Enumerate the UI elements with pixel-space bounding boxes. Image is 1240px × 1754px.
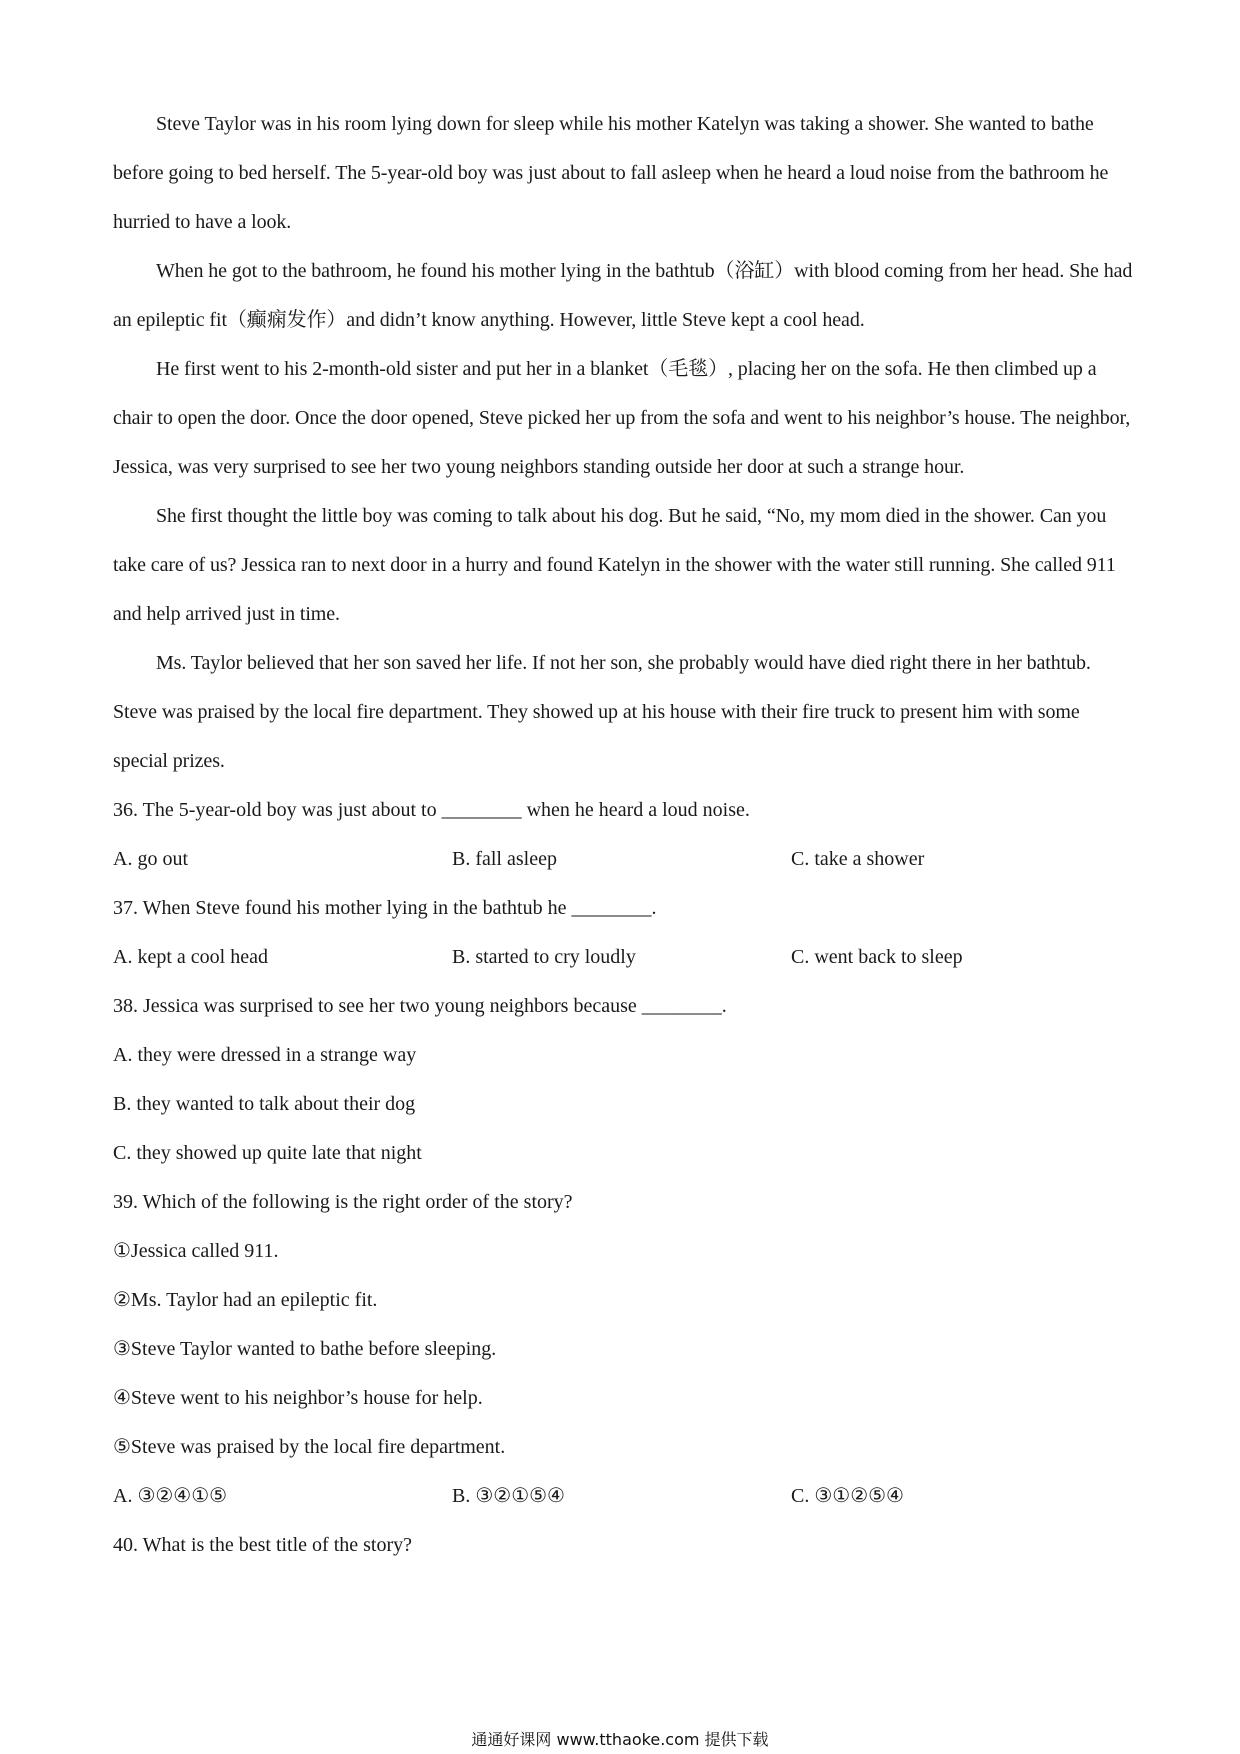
question-stem: 40. What is the best title of the story? [113,1534,413,1556]
question-39 [113,1178,1138,1521]
answer-options [113,933,1138,982]
document-page [113,100,1138,1570]
passage-paragraph-4: She first thought the little boy was coming to talk about his dog. But he said, “No, my mom died in the shower. Can you take care of us? Jessica ran to next door in a hurry and found Katelyn in the shower with the water still running. She called 911 and help arrived just in time. [113,505,1116,625]
option-b: B. fall asleep [452,848,557,870]
option-a: A. go out [113,848,188,870]
passage-paragraph-2: When he got to the bathroom, he found his mother lying in the bathtub（浴缸）with blood coming from her head. She had an epileptic fit（癫痫发作）and didn’t know anything. However, little Steve kept a cool head. [113,260,1133,331]
option-c: C. they showed up quite late that night [113,1142,422,1164]
question-38 [113,982,1138,1178]
event-3: ③Steve Taylor wanted to bathe before sleeping. [113,1338,497,1360]
answer-options [113,1472,1138,1521]
question-37 [113,884,1138,982]
question-stem: 39. Which of the following is the right order of the story? [113,1191,573,1213]
option-c: C. ③①②⑤④ [791,1485,904,1507]
option-a: A. they were dressed in a strange way [113,1044,417,1066]
option-b: B. started to cry loudly [452,946,636,968]
page-footer: 通通好课网 www.tthaoke.com 提供下载 [471,1730,769,1749]
question-stem: 37. When Steve found his mother lying in the bathtub he ________. [113,897,657,919]
option-b: B. they wanted to talk about their dog [113,1093,416,1115]
option-a: A. ③②④①⑤ [113,1485,228,1507]
passage-paragraph-5: Ms. Taylor believed that her son saved her life. If not her son, she probably would have died right there in her bathtub. Steve was praised by the local fire department. They showed up at his house with their fire truck to present him with some special prizes. [113,652,1091,772]
option-b: B. ③②①⑤④ [452,1485,565,1507]
event-1: ①Jessica called 911. [113,1240,279,1262]
passage-paragraph-3: He first went to his 2-month-old sister and put her in a blanket（毛毯）, placing her on the sofa. He then climbed up a chair to open the door. Once the door opened, Steve picked her up from the sofa and went to his neighbor’s house. The neighbor, Jessica, was very surprised to see her two young neighbors standing outside her door at such a strange hour. [113,358,1131,478]
option-c: C. went back to sleep [791,946,963,968]
question-40 [113,1521,1138,1570]
passage-paragraph-1: Steve Taylor was in his room lying down for sleep while his mother Katelyn was taking a shower. She wanted to bathe before going to bed herself. The 5-year-old boy was just about to fall asleep when he heard a loud noise from the bathroom he hurried to have a look. [113,113,1109,233]
question-36 [113,786,1138,884]
question-stem: 38. Jessica was surprised to see her two young neighbors because ________. [113,995,727,1017]
option-a: A. kept a cool head [113,946,268,968]
answer-options [113,835,1138,884]
question-stem: 36. The 5-year-old boy was just about to ________ when he heard a loud noise. [113,799,750,821]
event-5: ⑤Steve was praised by the local fire department. [113,1436,506,1458]
option-c: C. take a shower [791,848,925,870]
event-4: ④Steve went to his neighbor’s house for help. [113,1387,483,1409]
event-2: ②Ms. Taylor had an epileptic fit. [113,1289,378,1311]
